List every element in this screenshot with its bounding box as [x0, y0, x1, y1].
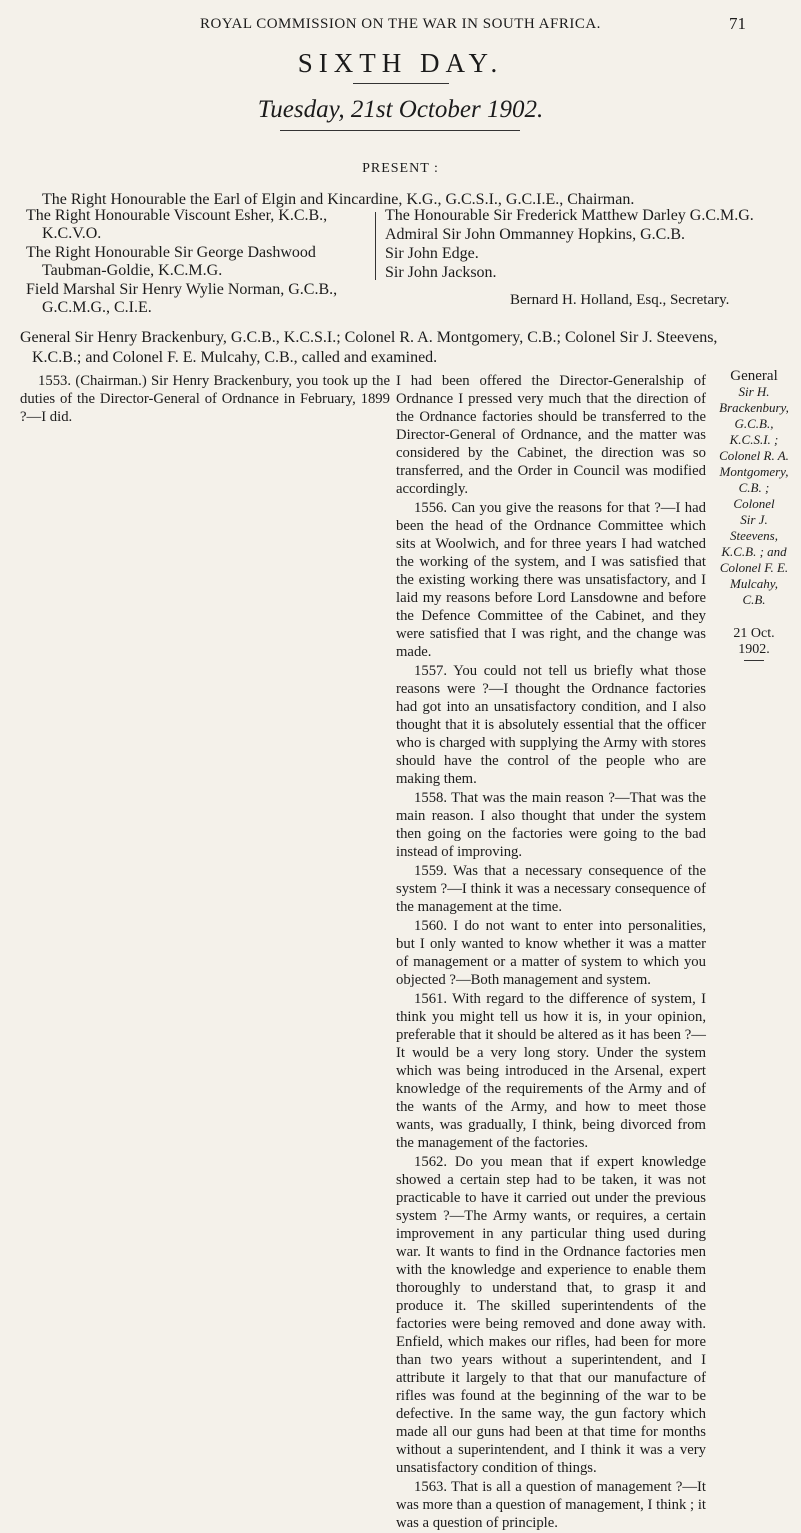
margin-line: Sir H.	[738, 384, 770, 399]
margin-line: G.C.B.,	[734, 416, 774, 431]
present-label: PRESENT :	[362, 161, 439, 176]
divider	[744, 660, 764, 661]
margin-date: 21 Oct. 1902.	[733, 626, 775, 657]
divider	[353, 83, 449, 84]
date-heading: Tuesday, 21st October 1902.	[257, 96, 544, 123]
member: Sir John Jackson.	[385, 264, 497, 281]
testimony-paragraph: 1558. That was the main reason ?—That was the main reason. I also thought that under the system then going on the factories were going to the bad instead of improving.	[396, 790, 706, 860]
secretary-line: Bernard H. Holland, Esq., Secretary.	[510, 292, 730, 308]
testimony-column-left	[20, 372, 390, 427]
margin-label: General	[730, 368, 778, 384]
testimony-paragraph: 1563. That is all a question of management ?—It was more than a question of management, I think ; it was a question of principle.	[396, 1479, 706, 1531]
margin-line: Colonel	[733, 496, 775, 511]
testimony-paragraph: 1556. Can you give the reasons for that ?—I had been the head of the Ordnance Committee which sits at Woolwich, and for three years I had watched the working of the system, and I was satisfied that the existing working there was unsatisfactory, and I laid my reasons before Lord Lansdowne and before the Defence Committee of the Cabinet, and they were satisfied that I was right, and the change was made.	[396, 500, 706, 660]
member: The Honourable Sir Frederick Matthew Darley G.C.M.G.	[385, 207, 754, 224]
margin-line: Colonel F. E.	[719, 560, 789, 575]
testimony-paragraph: 1560. I do not want to enter into personalities, but I only wanted to know whether it was a matter of management or a matter of system to which you objected ?—Both management and system.	[396, 918, 706, 988]
testimony-column-right	[396, 372, 706, 1533]
page-header	[0, 14, 801, 38]
margin-line: C.B. ;	[738, 480, 770, 495]
member: The Right Honourable Viscount Esher, K.C.B., K.C.V.O.	[26, 207, 328, 242]
chairman-line: The Right Honourable the Earl of Elgin and Kincardine, K.G., G.C.S.I., G.C.I.E., Chairman.	[42, 191, 635, 208]
running-title: ROYAL COMMISSION ON THE WAR IN SOUTH AFRICA.	[200, 16, 601, 32]
member: Field Marshal Sir Henry Wylie Norman, G.C.B., G.C.M.G., C.I.E.	[26, 281, 338, 316]
testimony-paragraph: 1561. With regard to the difference of system, I think you might tell us how it is, in your opinion, preferable that it should be altered as it has been ?—It would be a very long story. Under the system which was being introduced in the Arsenal, expert knowledge of the requirements of the Army and of the wants of the Army, and how to meet those wants, was gradually, I think, being divorced from the management of the factories.	[396, 991, 706, 1151]
testimony-paragraph: 1559. Was that a necessary consequence of the system ?—I think it was a necessary consequence of the management at the time.	[396, 863, 706, 915]
divider	[280, 130, 520, 131]
testimony-paragraph: 1562. Do you mean that if expert knowledge showed a certain step had to be taken, it was not practicable to have it carried out under the previous system ?—The Army wants, or requires, a certain improvement in any particular thing used during war. It wants to find in the Ordnance factories men with the knowledge and experience to enable them thoroughly to understand that, to grasp it and produce it. The skilled superintendents of the factories were being removed and done away with. Enfield, which makes our rifles, had been for more than two years without a superintendent, and I attribute it largely to that that our manufacture of rifles was found at the beginning of the war to be defective. In the same way, the gun factory which made all our guns had been at that time for months without a superintendent, and I think it was a very unsatisfactory condition of things.	[396, 1154, 706, 1476]
members-left	[26, 207, 366, 318]
member: Sir John Edge.	[385, 245, 479, 262]
page-number: 71	[729, 14, 746, 33]
witnesses-line: General Sir Henry Brackenbury, G.C.B., K.C.S.I.; Colonel R. A. Montgomery, C.B.; Colonel Sir J. Steevens, K.C.B.; and Colonel F. E. Mulcahy, C.B., called and examined.	[20, 329, 718, 366]
margin-line: K.C.B. ; and	[721, 544, 787, 559]
testimony-paragraph: 1557. You could not tell us briefly what those reasons were ?—I thought the Ordnance factories had got into an unsatisfactory condition, and I also thought that it is absolutely essential that the officer who is charged with supplying the Army with stores should have the control of the people who are making them.	[396, 663, 706, 787]
members-right	[385, 207, 770, 283]
day-heading: SIXTH DAY.	[297, 48, 504, 78]
margin-line: Brackenbury,	[719, 400, 789, 415]
member: Admiral Sir John Ommanney Hopkins, G.C.B.	[385, 226, 685, 243]
margin-line: Steevens,	[729, 528, 778, 543]
testimony-paragraph: I had been offered the Director-Generalship of Ordnance I pressed very much that the direction of the Ordnance factories should be transferred to the Director-General of Ordnance, and the matter was considered by the Cabinet, the direction was so transferred, and the Order in Council was modified accordingly.	[396, 373, 706, 497]
member: The Right Honourable Sir George Dashwood Taubman-Goldie, K.C.M.G.	[26, 244, 316, 279]
margin-line: K.C.S.I. ;	[729, 432, 779, 447]
margin-line: Mulcahy, C.B.	[729, 576, 778, 607]
column-divider	[375, 212, 376, 280]
margin-note	[718, 368, 790, 661]
margin-line: Colonel R. A.	[719, 448, 789, 463]
margin-line: Montgomery,	[719, 464, 789, 479]
margin-line: Sir J.	[740, 512, 768, 527]
testimony-paragraph: 1553. (Chairman.) Sir Henry Brackenbury, you took up the duties of the Director-General of Ordnance in February, 1899 ?—I did.	[20, 373, 390, 425]
